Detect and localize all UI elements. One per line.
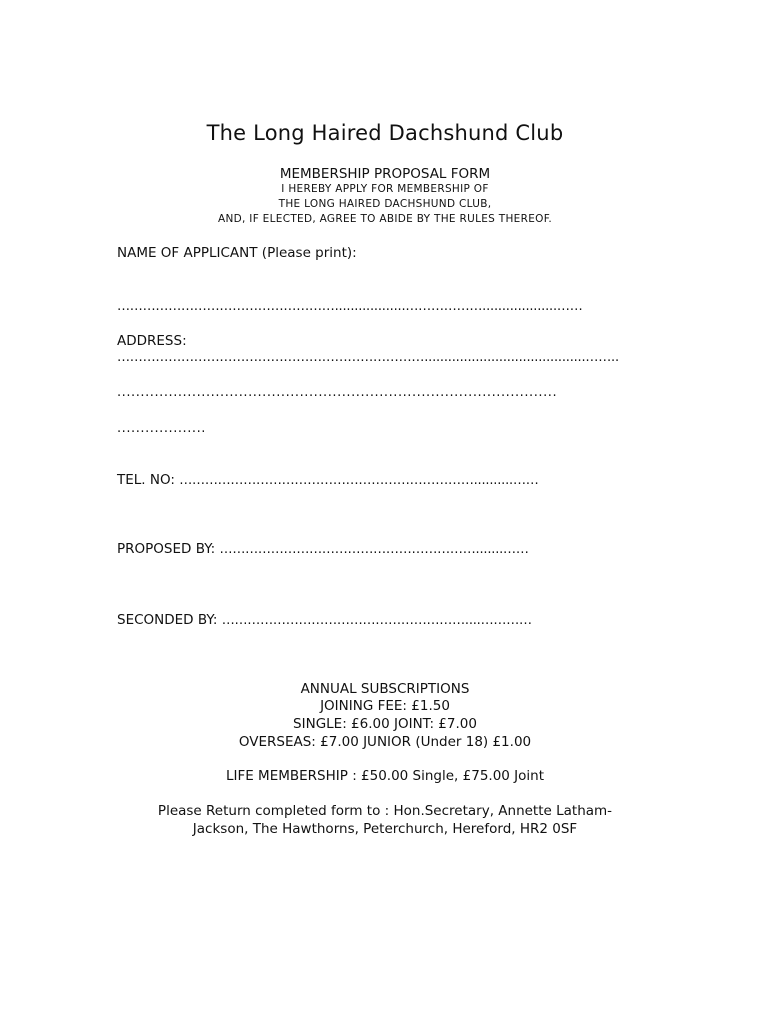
address-dotted-line-3[interactable]: ................... — [117, 421, 206, 436]
proposed-by-label: PROPOSED BY: — [117, 541, 216, 557]
seconded-by-dotted-line[interactable]: …………………………………………………....………… — [221, 613, 532, 628]
life-membership-text: LIFE MEMBERSHIP : £50.00 Single, £75.00 Joint — [225, 768, 545, 784]
proposed-by-field — [117, 541, 529, 557]
joining-fee-text: JOINING FEE: £1.50 — [320, 698, 450, 714]
telephone-field — [117, 472, 539, 488]
annual-subscriptions-heading: ANNUAL SUBSCRIPTIONS — [300, 681, 470, 697]
form-subtitle: MEMBERSHIP PROPOSAL FORM — [279, 166, 491, 182]
form-title: The Long Haired Dachshund Club — [206, 121, 564, 145]
declaration-line-2: THE LONG HAIRED DACHSHUND CLUB, — [278, 198, 492, 210]
return-instructions-line-2: Jackson, The Hawthorns, Peterchurch, Hereford, HR2 0SF — [192, 821, 578, 837]
telephone-dotted-line[interactable]: ……………………………………………………………..........…… — [179, 473, 539, 488]
seconded-by-field — [117, 612, 532, 628]
address-dotted-line-1[interactable]: ……………………………………………………………….........................................…….. — [117, 350, 619, 365]
overseas-junior-fees-text: OVERSEAS: £7.00 JUNIOR (Under 18) £1.00 — [238, 734, 532, 750]
declaration-line-3: AND, IF ELECTED, AGREE TO ABIDE BY THE RULES THEREOF. — [218, 213, 552, 225]
name-of-applicant-dotted-line[interactable]: ……………………………………………..................………………...................…… — [117, 299, 583, 314]
telephone-label: TEL. NO: — [117, 472, 175, 488]
return-instructions-line-1: Please Return completed form to : Hon.Secretary, Annette Latham- — [157, 803, 613, 819]
proposed-by-dotted-line[interactable]: …………………………………………………….......…… — [219, 542, 529, 557]
seconded-by-label: SECONDED BY: — [117, 612, 218, 628]
declaration-line-1: I HEREBY APPLY FOR MEMBERSHIP OF — [281, 183, 489, 195]
name-of-applicant-label: NAME OF APPLICANT (Please print): — [117, 245, 357, 261]
single-joint-fees-text: SINGLE: £6.00 JOINT: £7.00 — [293, 716, 477, 732]
address-label: ADDRESS: — [117, 333, 187, 349]
address-dotted-line-2[interactable]: .............................................................................................. — [117, 385, 558, 400]
